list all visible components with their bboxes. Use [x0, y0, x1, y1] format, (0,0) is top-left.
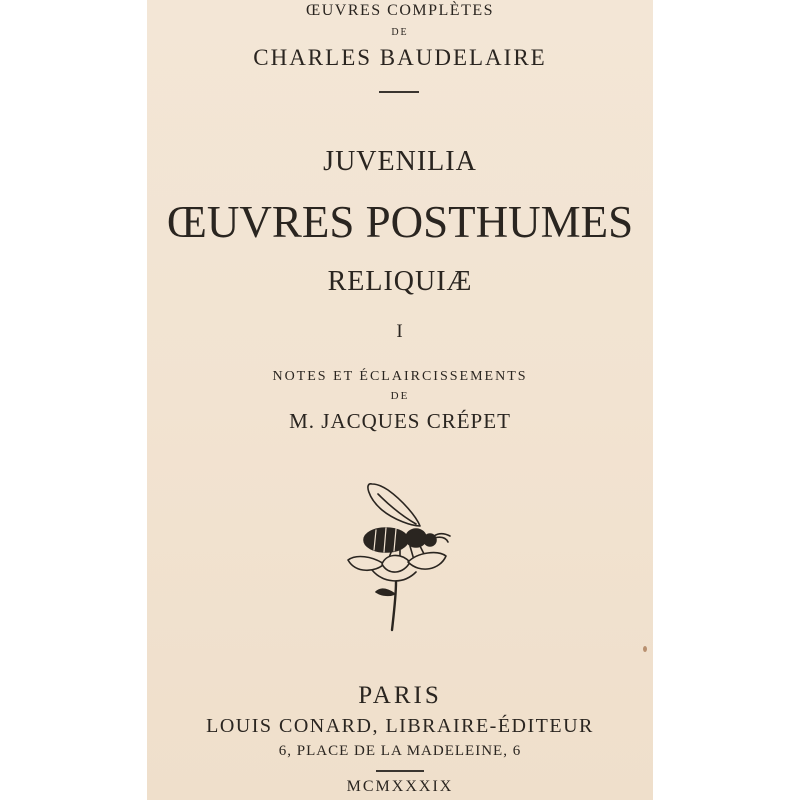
- series-line: ŒUVRES COMPLÈTES: [305, 2, 495, 19]
- publisher-address: 6, PLACE DE LA MADELEINE, 6: [278, 743, 522, 759]
- publisher: LOUIS CONARD, LIBRAIRE-ÉDITEUR: [206, 715, 594, 737]
- editor-name: M. JACQUES CRÉPET: [289, 409, 511, 433]
- title-juvenilia: JUVENILIA: [323, 146, 477, 177]
- notes-line: NOTES ET ÉCLAIRCISSEMENTS: [272, 369, 528, 384]
- divider-rule-bottom: [376, 770, 424, 772]
- publication-year: MCMXXXIX: [346, 778, 454, 795]
- title-reliquiae: RELIQUIÆ: [327, 266, 473, 297]
- paper-spot: [643, 646, 647, 652]
- de-line-1: DE: [391, 27, 409, 38]
- divider-rule-top: [379, 91, 419, 93]
- author-name: CHARLES BAUDELAIRE: [253, 45, 547, 70]
- book-title-page: [147, 0, 653, 800]
- bee-on-flower-icon: [342, 478, 462, 638]
- de-line-2: DE: [390, 390, 410, 402]
- volume-number: I: [396, 321, 404, 342]
- title-main: ŒUVRES POSTHUMES: [166, 197, 634, 247]
- city: PARIS: [358, 682, 442, 709]
